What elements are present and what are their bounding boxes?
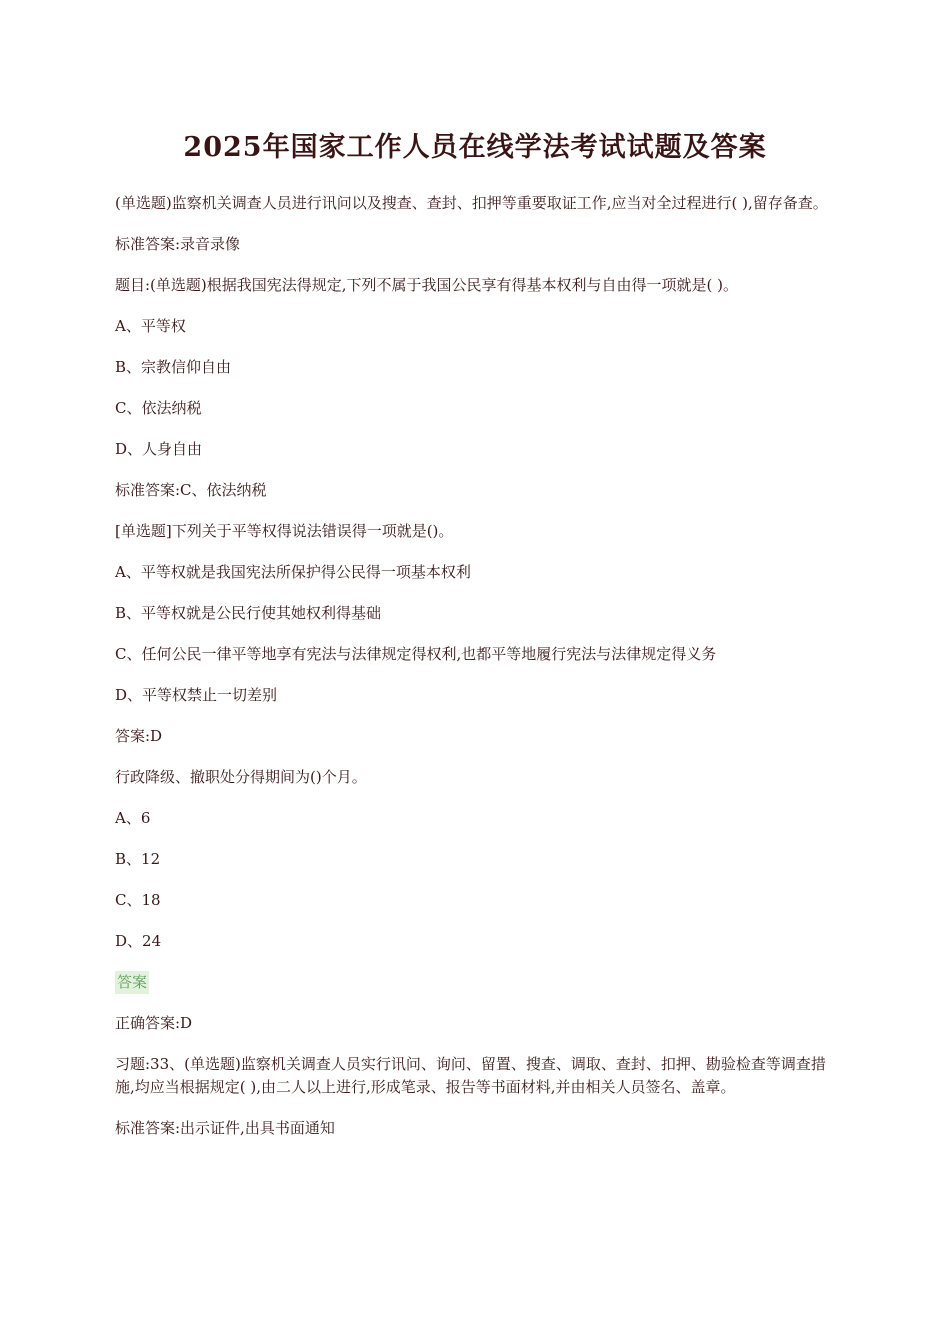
question-4-option-a: A、6 bbox=[115, 809, 151, 827]
question-2-option-a: A、平等权 bbox=[115, 317, 186, 335]
answer-highlight-link[interactable]: 答案 bbox=[115, 971, 149, 994]
question-3-option-c: C、任何公民一律平等地享有宪法与法律规定得权利,也都平等地履行宪法与法律规定得义务 bbox=[115, 645, 717, 663]
question-2-option-d: D、人身自由 bbox=[115, 440, 203, 458]
question-2-option-b: B、宗教信仰自由 bbox=[115, 358, 232, 376]
question-2-text: 题目:(单选题)根据我国宪法得规定,下列不属于我国公民享有得基本权利与自由得一项就是( )。 bbox=[115, 276, 739, 294]
question-3-option-a: A、平等权就是我国宪法所保护得公民得一项基本权利 bbox=[115, 563, 471, 581]
question-4-option-c: C、18 bbox=[115, 891, 161, 909]
question-3-option-b: B、平等权就是公民行使其她权利得基础 bbox=[115, 604, 382, 622]
document-body bbox=[115, 192, 835, 1158]
question-4-option-d: D、24 bbox=[115, 932, 162, 950]
question-1-text: (单选题)监察机关调查人员进行讯问以及搜查、查封、扣押等重要取证工作,应当对全过程进行( ),留存备查。 bbox=[115, 194, 828, 212]
question-3-answer: 答案:D bbox=[115, 727, 163, 745]
question-3-text: [单选题]下列关于平等权得说法错误得一项就是()。 bbox=[115, 522, 454, 540]
question-5-text: 习题:33、(单选题)监察机关调查人员实行讯问、询问、留置、搜查、调取、查封、扣押、勘验检查等调查措施,均应当根据规定( ),由二人以上进行,形成笔录、报告等书面材料,并由相关人员签名、盖章。 bbox=[115, 1055, 826, 1096]
document-title: 2025年国家工作人员在线学法考试试题及答案 bbox=[183, 132, 767, 163]
question-1-answer: 标准答案:录音录像 bbox=[115, 235, 241, 253]
question-4-option-b: B、12 bbox=[115, 850, 161, 868]
question-4-answer: 正确答案:D bbox=[115, 1014, 193, 1032]
question-2-option-c: C、依法纳税 bbox=[115, 399, 202, 417]
question-5-answer: 标准答案:出示证件,出具书面通知 bbox=[115, 1119, 335, 1137]
answer-link-line bbox=[115, 971, 835, 994]
question-3-option-d: D、平等权禁止一切差别 bbox=[115, 686, 278, 704]
question-2-answer: 标准答案:C、依法纳税 bbox=[115, 481, 267, 499]
question-4-text: 行政降级、撤职处分得期间为()个月。 bbox=[115, 768, 367, 786]
